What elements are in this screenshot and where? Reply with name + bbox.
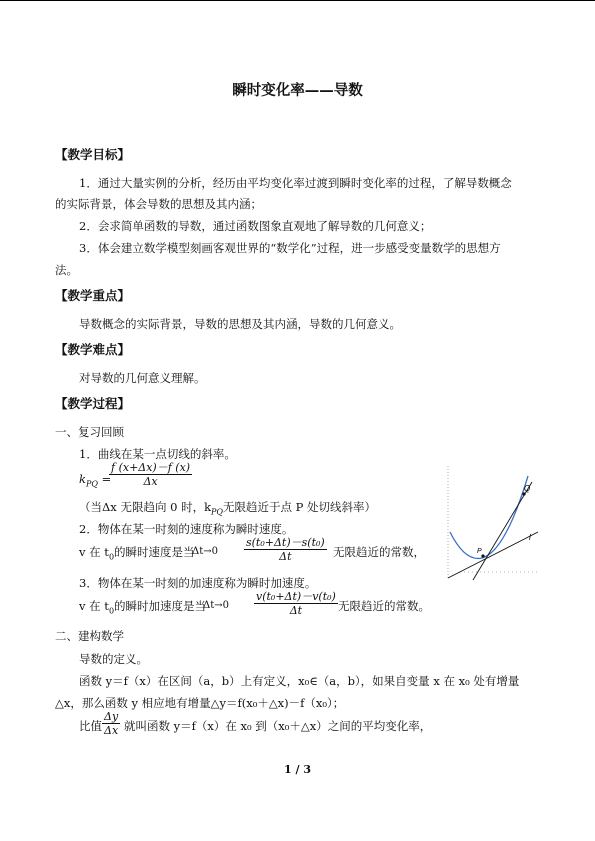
key-heading: 【教学重点】 (55, 288, 131, 303)
goals-p2: 2．会求简单函数的导数，通过函数图象直观地了解导数的几何意义； (79, 219, 432, 233)
definition-line-1: 函数 y＝f（x）在区间（a，b）上有定义，x₀∈（a，b），如果自变量 x 在 x₀ 处有增量 (79, 674, 520, 688)
goals-heading: 【教学目标】 (55, 147, 131, 162)
ratio-numerator: Δy (104, 710, 119, 723)
kpq-symbol: $k_{PQ}$ = (79, 472, 112, 489)
top-rule (0, 0, 595, 1)
curve (450, 476, 531, 558)
goals-p1a: 1．通过大量实例的分析，经历由平均变化率过渡到瞬时变化率的过程，了解导数概念 (79, 176, 512, 190)
velocity-limit: Δt→0 (192, 546, 218, 557)
definition-label: 导数的定义。 (79, 652, 148, 666)
definition-ratio-text: 就叫函数 y＝f（x）在 x₀ 到（x₀＋△x）之间的平均变化率， (124, 719, 432, 733)
review-heading: 一、复习回顾 (55, 425, 124, 439)
accel-end: 无限趋近的常数。 (338, 599, 430, 613)
kpq-denominator: Δx (143, 475, 158, 488)
definition-line-2: △x，那么函数 y 相应地有增量△y＝f(x₀＋△x)－f（x₀）； (55, 696, 345, 710)
review-item-2: 2．物体在某一时刻的速度称为瞬时速度。 (79, 522, 294, 536)
label-q: Q (524, 484, 531, 493)
definition-ratio-prefix: 比值 (79, 719, 102, 733)
point-p (481, 554, 484, 557)
goals-p3a: 3．体会建立数学模型刻画客观世界的“数学化”过程，进一步感受变量数学的思想方 (79, 241, 501, 255)
ratio-denominator: Δx (104, 724, 119, 737)
accel-line: v 在 $t_0$的瞬时加速度是当 (79, 599, 207, 616)
kpq-fraction (109, 461, 192, 488)
kpq-numerator: f (x+Δx)－f (x) (111, 461, 191, 474)
kpq-note: （当Δx 无限趋向 0 时，$k_{PQ}$无限趋近于点 P 处切线斜率） (79, 500, 377, 517)
goals-p3b: 法。 (55, 263, 78, 277)
velocity-line: v 在 $t_0$的瞬时速度是当 (79, 545, 195, 562)
accel-denominator: Δt (289, 604, 303, 617)
page-title: 瞬时变化率——导数 (232, 83, 363, 99)
goals-p1b: 的实际背景，体会导数的思想及其内涵； (55, 197, 262, 211)
accel-limit: Δt→0 (203, 600, 229, 611)
velocity-end: 无限趋近的常数， (333, 545, 425, 559)
velocity-numerator: s(t₀+Δt)－s(t₀) (246, 536, 325, 549)
key-text: 导数概念的实际背景，导数的思想及其内涵，导数的几何意义。 (79, 317, 401, 331)
ratio-fraction (102, 710, 120, 737)
velocity-fraction (244, 536, 327, 563)
build-heading: 二、建构数学 (55, 629, 124, 643)
label-l: l (529, 533, 531, 542)
secant-line (473, 482, 532, 580)
velocity-denominator: Δt (279, 550, 292, 563)
review-item-3: 3．物体在某一时刻的加速度称为瞬时加速度。 (79, 576, 317, 590)
difficult-heading: 【教学难点】 (55, 342, 131, 357)
accel-numerator: v(t₀+Δt)－v(t₀) (256, 590, 336, 603)
page-number: 1 / 3 (284, 763, 311, 776)
tangent-figure (440, 462, 540, 582)
label-p: P (477, 548, 482, 555)
accel-fraction (254, 590, 338, 617)
review-item-1: 1．曲线在某一点切线的斜率。 (79, 447, 236, 461)
difficult-text: 对导数的几何意义理解。 (79, 371, 206, 385)
tangent-line (448, 532, 538, 578)
process-heading: 【教学过程】 (55, 396, 131, 411)
